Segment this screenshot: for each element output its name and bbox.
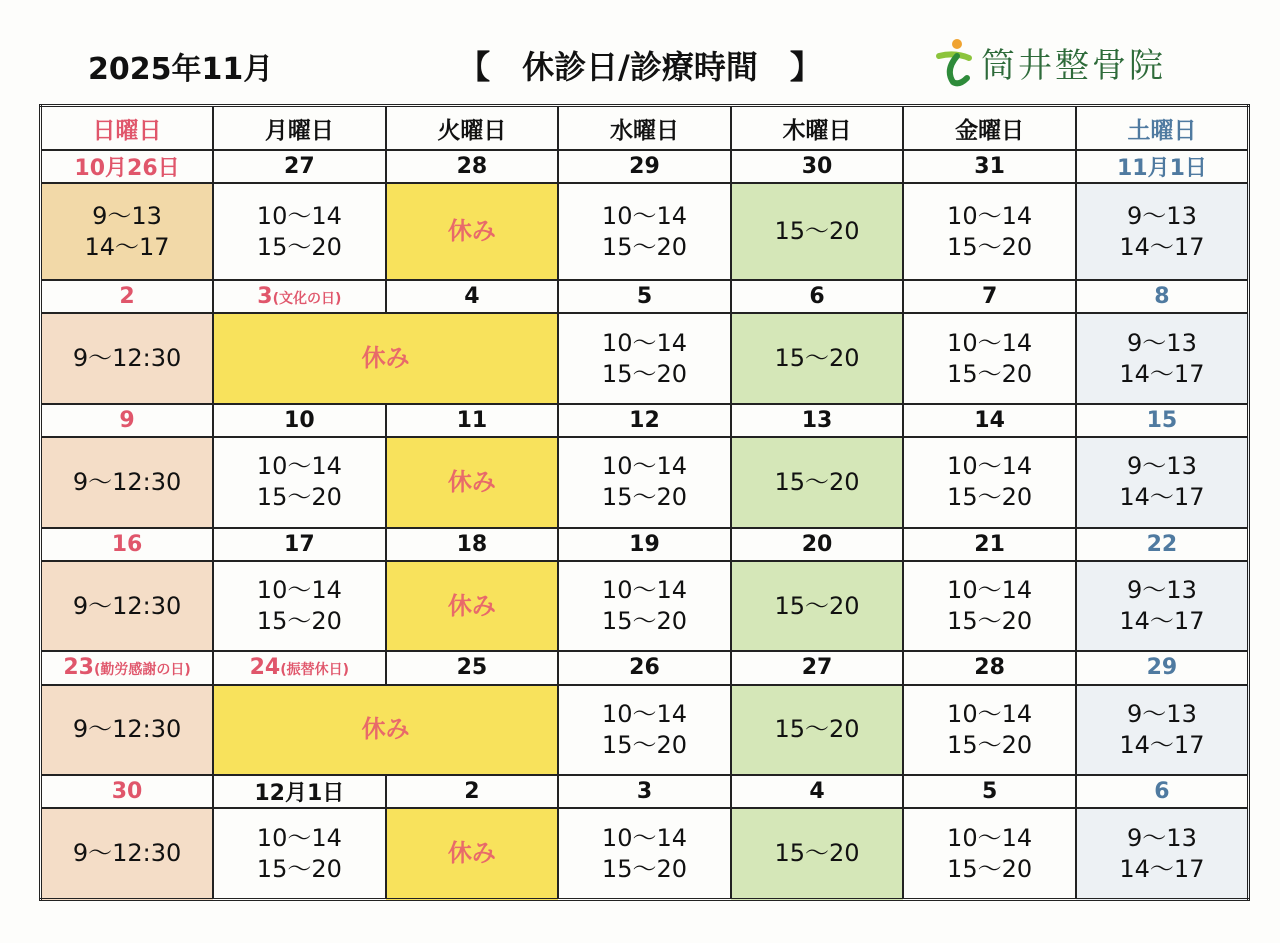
date-cell: 7: [903, 280, 1076, 313]
date-cell: 22: [1076, 528, 1249, 561]
hours-text: 15～20: [601, 854, 687, 883]
hours-text: 10～14: [256, 576, 342, 605]
date-cell: 30: [41, 775, 214, 808]
hours-text: 15～20: [256, 483, 342, 512]
weekday-tuesday: 火曜日: [386, 106, 559, 151]
hours-cell-saturday: [1076, 183, 1249, 280]
date-row: [41, 150, 1249, 183]
holiday-note: (振替休日): [280, 662, 350, 679]
date-row: [41, 528, 1249, 561]
date-cell: 5: [903, 775, 1076, 808]
date-cell: 4: [386, 280, 559, 313]
date-cell: 31: [903, 150, 1076, 183]
hours-row: [41, 561, 1249, 652]
weekday-thursday: 木曜日: [731, 106, 904, 151]
hours-cell-saturday: [1076, 437, 1249, 528]
hours-cell-weekday: [558, 685, 731, 776]
hours-text: 15～20: [947, 232, 1033, 261]
date-row: [41, 404, 1249, 437]
date-cell: 29: [1076, 651, 1249, 684]
hours-text: 14～17: [1119, 483, 1205, 512]
closed-cell: 休み: [213, 313, 558, 404]
hours-cell-thursday: 15～20: [731, 808, 904, 899]
holiday-note: (勤労感謝の日): [93, 662, 191, 679]
hours-row: [41, 183, 1249, 280]
date-cell: 3: [558, 775, 731, 808]
clinic-logo-icon: [935, 36, 975, 88]
hours-cell-saturday: [1076, 313, 1249, 404]
date-cell: 10: [213, 404, 386, 437]
date-cell: 17: [213, 528, 386, 561]
date-cell: 29: [558, 150, 731, 183]
hours-text: 15～20: [601, 730, 687, 759]
hours-cell-saturday: [1076, 685, 1249, 776]
hours-text: 9～13: [92, 201, 162, 230]
hours-text: 14～17: [84, 232, 170, 261]
hours-text: 14～17: [1119, 359, 1205, 388]
hours-text: 9～13: [1127, 823, 1197, 852]
hours-cell-thursday: 15～20: [731, 685, 904, 776]
date-cell: 30: [731, 150, 904, 183]
date-cell: [41, 651, 214, 684]
closed-cell: 休み: [386, 437, 559, 528]
date-cell: 21: [903, 528, 1076, 561]
weekday-friday: 金曜日: [903, 106, 1076, 151]
date-cell: [213, 280, 386, 313]
closed-cell: 休み: [386, 183, 559, 280]
hours-text: 14～17: [1119, 730, 1205, 759]
hours-row: [41, 313, 1249, 404]
hours-text: 15～20: [256, 232, 342, 261]
hours-text: 10～14: [601, 452, 687, 481]
hours-cell-weekday: [213, 561, 386, 652]
hours-text: 10～14: [256, 201, 342, 230]
hours-cell-sunday: 9～12:30: [41, 808, 214, 899]
date-cell: 2: [41, 280, 214, 313]
weekday-wednesday: 水曜日: [558, 106, 731, 151]
date-cell: 28: [386, 150, 559, 183]
hours-text: 10～14: [947, 452, 1033, 481]
hours-cell-thursday: 15～20: [731, 437, 904, 528]
hours-text: 10～14: [256, 452, 342, 481]
weekday-monday: 月曜日: [213, 106, 386, 151]
hours-text: 15～20: [601, 607, 687, 636]
hours-text: 15～20: [601, 232, 687, 261]
hours-text: 9～13: [1127, 452, 1197, 481]
hours-text: 15～20: [601, 483, 687, 512]
date-row: [41, 280, 1249, 313]
hours-text: 10～14: [256, 823, 342, 852]
date-cell: 12: [558, 404, 731, 437]
hours-text: 10～14: [947, 328, 1033, 357]
hours-cell-weekday: [558, 313, 731, 404]
date-cell: 18: [386, 528, 559, 561]
hours-cell-thursday: 15～20: [731, 183, 904, 280]
hours-cell-sunday: [41, 183, 214, 280]
page-title: 【 休診日/診療時間 】: [458, 48, 822, 86]
date-cell: 2: [386, 775, 559, 808]
hours-text: 9～13: [1127, 699, 1197, 728]
hours-cell-weekday: [558, 437, 731, 528]
hours-text: 10～14: [601, 201, 687, 230]
closed-cell: 休み: [213, 685, 558, 776]
date-cell: 5: [558, 280, 731, 313]
hours-text: 10～14: [947, 699, 1033, 728]
clinic-name: 筒井整骨院: [981, 45, 1166, 86]
date-cell: 14: [903, 404, 1076, 437]
hours-text: 10～14: [601, 576, 687, 605]
date-cell: 19: [558, 528, 731, 561]
date-cell: 4: [731, 775, 904, 808]
date-cell: [213, 651, 386, 684]
hours-text: 15～20: [947, 359, 1033, 388]
date-number: 23: [63, 655, 94, 681]
date-cell: 6: [731, 280, 904, 313]
weekday-header-row: [41, 106, 1249, 151]
hours-text: 15～20: [601, 359, 687, 388]
hours-cell-sunday: 9～12:30: [41, 437, 214, 528]
date-cell: 16: [41, 528, 214, 561]
hours-cell-saturday: [1076, 561, 1249, 652]
hours-text: 14～17: [1119, 607, 1205, 636]
date-cell: 6: [1076, 775, 1249, 808]
hours-text: 10～14: [601, 328, 687, 357]
date-cell: 11: [386, 404, 559, 437]
hours-cell-weekday: [558, 183, 731, 280]
hours-text: 9～13: [1127, 328, 1197, 357]
hours-cell-sunday: 9～12:30: [41, 313, 214, 404]
hours-cell-weekday: [903, 183, 1076, 280]
hours-cell-sunday: 9～12:30: [41, 561, 214, 652]
hours-cell-weekday: [903, 313, 1076, 404]
date-cell: 12月1日: [213, 775, 386, 808]
hours-text: 10～14: [601, 823, 687, 852]
hours-text: 9～13: [1127, 576, 1197, 605]
date-row: [41, 775, 1249, 808]
hours-text: 10～14: [947, 201, 1033, 230]
date-cell: 9: [41, 404, 214, 437]
hours-cell-thursday: 15～20: [731, 561, 904, 652]
hours-text: 10～14: [947, 823, 1033, 852]
date-cell: 27: [731, 651, 904, 684]
date-row: [41, 651, 1249, 684]
date-cell: 20: [731, 528, 904, 561]
hours-cell-weekday: [213, 808, 386, 899]
date-cell: 15: [1076, 404, 1249, 437]
hours-text: 15～20: [947, 483, 1033, 512]
hours-cell-weekday: [558, 561, 731, 652]
date-cell: 11月1日: [1076, 150, 1249, 183]
hours-cell-weekday: [213, 437, 386, 528]
hours-text: 15～20: [947, 607, 1033, 636]
hours-text: 14～17: [1119, 232, 1205, 261]
weekday-sunday: 日曜日: [41, 106, 214, 151]
hours-row: [41, 808, 1249, 899]
hours-text: 15～20: [256, 854, 342, 883]
closed-cell: 休み: [386, 561, 559, 652]
calendar-month: 2025年11月: [88, 52, 274, 87]
hours-text: 10～14: [947, 576, 1033, 605]
hours-cell-saturday: [1076, 808, 1249, 899]
hours-cell-thursday: 15～20: [731, 313, 904, 404]
hours-text: 15～20: [947, 730, 1033, 759]
hours-cell-weekday: [213, 183, 386, 280]
hours-text: 15～20: [947, 854, 1033, 883]
hours-text: 10～14: [601, 699, 687, 728]
date-cell: 28: [903, 651, 1076, 684]
date-cell: 25: [386, 651, 559, 684]
hours-cell-weekday: [903, 437, 1076, 528]
date-cell: 10月26日: [41, 150, 214, 183]
date-number: 3: [257, 284, 273, 310]
date-cell: 26: [558, 651, 731, 684]
calendar-table: [39, 104, 1250, 901]
date-cell: 8: [1076, 280, 1249, 313]
hours-cell-weekday: [903, 561, 1076, 652]
hours-cell-weekday: [903, 685, 1076, 776]
hours-row: [41, 685, 1249, 776]
hours-text: 9～13: [1127, 201, 1197, 230]
weekday-saturday: 土曜日: [1076, 106, 1249, 151]
hours-text: 15～20: [256, 607, 342, 636]
hours-cell-weekday: [558, 808, 731, 899]
holiday-note: (文化の日): [272, 291, 342, 308]
hours-row: [41, 437, 1249, 528]
closed-cell: 休み: [386, 808, 559, 899]
date-cell: 13: [731, 404, 904, 437]
date-number: 24: [249, 655, 281, 681]
hours-text: 14～17: [1119, 854, 1205, 883]
clinic-logo: [935, 36, 1166, 88]
hours-cell-sunday: 9～12:30: [41, 685, 214, 776]
date-cell: 27: [213, 150, 386, 183]
hours-cell-weekday: [903, 808, 1076, 899]
